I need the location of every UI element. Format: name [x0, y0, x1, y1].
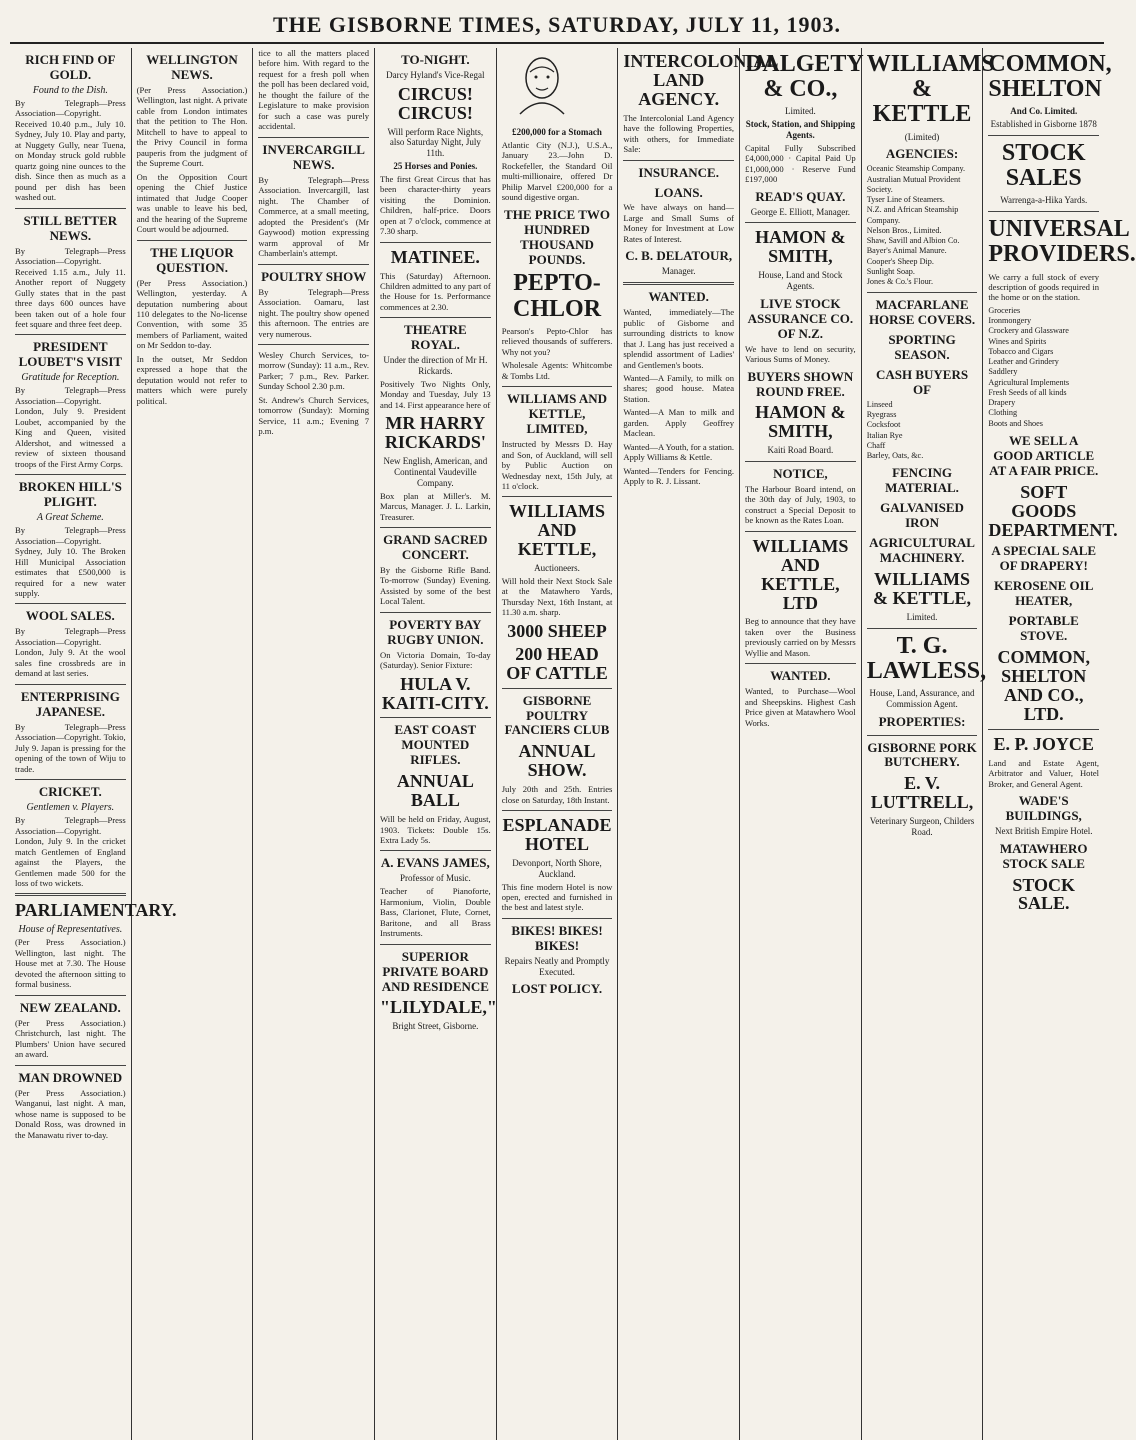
- ad-repairs: Repairs Neatly and Promptly Executed.: [504, 955, 610, 977]
- column-9: [983, 48, 1136, 1440]
- ad-hamon-smith: HAMON & SMITH,: [755, 227, 846, 267]
- ad-pepto-chlor: PEPTO-CHLOR: [513, 270, 602, 322]
- masthead-title: THE GISBORNE TIMES, SATURDAY, JULY 11, 1903.: [272, 12, 842, 37]
- cash-item: Chaff: [866, 440, 886, 450]
- headline-drowned: MAN DROWNED: [18, 1069, 123, 1085]
- ad-theatre-royal: THEATRE ROYAL.: [404, 322, 467, 353]
- ad-wk-auction: Instructed by Messrs D. Hay and Son, of Auckland, will sell by Public Auction on Wednesday next, 15th July, at 11 o'clock.: [501, 439, 613, 491]
- ad-poultry-club: GISBORNE POULTRY FANCIERS CLUB: [504, 692, 610, 738]
- article-invercargill: By Telegraph—Press Association. Invercargill, last night. The Chamber of Commerce, at a small meeting, adopted the President's (Mr Gaywood) motion expressing warm approval of Mr Chamberlain's attempt.: [258, 174, 370, 259]
- wanted-wool: WANTED.: [770, 668, 831, 684]
- agency-item: Tyser Line of Steamers.: [866, 195, 945, 205]
- ad-hotel-address: Devonport, North Shore, Auckland.: [512, 857, 602, 879]
- ad-bikes: BIKES! BIKES! BIKES!: [511, 922, 603, 953]
- headline-loubet: PRESIDENT LOUBET'S VISIT: [18, 339, 123, 370]
- ad-agri-machinery: AGRICULTURAL MACHINERY.: [869, 535, 975, 566]
- ad-rickards-body: Box plan at Miller's. M. Marcus, Manager. J. L. Larkin, Treasurer.: [380, 490, 491, 522]
- ad-elliott: George E. Elliott, Manager.: [750, 206, 851, 217]
- article-broken-hill: By Telegraph—Press Association—Copyright. Sydney, July 10. The Broken Hill Municipal Association estimates that £500,000 is required for a new water supply.: [15, 525, 126, 598]
- column-4: [375, 48, 497, 1440]
- goods-item: Clothing: [988, 408, 1018, 418]
- ad-circus-nights: Will perform Race Nights, also Saturday Night, July 11th.: [387, 126, 484, 159]
- ad-agencies: AGENCIES:: [885, 146, 959, 162]
- ad-200-cattle: 200 HEAD OF CATTLE: [506, 643, 608, 683]
- wanted-4: Wanted—A Youth, for a station. Apply Williams & Kettle.: [623, 441, 735, 463]
- ad-3000-sheep: 3000 SHEEP: [507, 620, 607, 641]
- article-drowned: (Per Press Association.) Wanganui, last night. A man, whose name is supposed to be Donald Ross, was drowned in the Manawatu river to-day.: [15, 1087, 126, 1140]
- ad-wk-4-sub: Limited.: [906, 611, 938, 622]
- goods-list: [988, 306, 1099, 429]
- ad-loans-body: We have always on hand—Large and Small Sums of Money for Investment at Low Rates of Interest.: [623, 202, 735, 244]
- notice-body: The Harbour Board intend, on the 30th day of July, 1903, to construct a Special Deposit to be known as the Rates Loan.: [745, 483, 856, 526]
- cash-item: Barley, Oats, &c.: [866, 451, 924, 461]
- ad-land-agency: INTERCOLONIAL LAND AGENCY.: [623, 51, 779, 109]
- goods-item: Tobacco and Cigars: [988, 346, 1054, 356]
- ad-rickards: MR HARRY RICKARDS': [384, 413, 486, 453]
- wanted-1: Wanted, immediately—The public of Gisborne and surrounding districts to know that J. Lang has just received a splendid assortment of Ladies' and Gentlemen's boots.: [623, 307, 735, 370]
- agency-item: Australian Mutual Provident Society.: [866, 174, 961, 194]
- article-wellington-1: (Per Press Association.) Wellington, last night. A private cable from London intimates that the petition to The Hon. Mitchell to have to appeal to the Privy Council in forma pauperis from the judgment of the Supreme Court.: [136, 84, 248, 169]
- ad-good-article: WE SELL A GOOD ARTICLE AT A FAIR PRICE.: [989, 432, 1099, 478]
- ad-luttrell: E. V. LUTTRELL,: [870, 773, 974, 813]
- ad-dalgety-limited: Limited.: [784, 106, 816, 117]
- ad-evans-title: Professor of Music.: [399, 873, 471, 884]
- headline-new-zealand: NEW ZEALAND.: [19, 999, 121, 1015]
- headline-broken-hill: BROKEN HILL'S PLIGHT.: [18, 479, 122, 510]
- agency-item: Sunlight Soap.: [866, 266, 915, 276]
- ad-pork-butchery: GISBORNE PORK BUTCHERY.: [867, 739, 977, 770]
- ad-buyers-shown: BUYERS SHOWN ROUND FREE.: [747, 368, 854, 399]
- ad-galvanised: GALVANISED IRON: [880, 500, 964, 531]
- ad-wk-4: WILLIAMS & KETTLE,: [873, 569, 972, 608]
- ad-annual-ball: ANNUAL BALL: [396, 771, 474, 811]
- ad-wk-subtitle: Auctioneers.: [534, 563, 580, 574]
- ad-rugby-union: POVERTY BAY RUGBY UNION.: [387, 616, 484, 647]
- ad-pepto-body-1: Atlantic City (N.J.), U.S.A., January 23.—John D. Rockefeller, the Standard Oil multi-millionaire, offered Dr Philip Marvel £200,000 for a sound digestive organ.: [501, 139, 613, 203]
- columns: [10, 48, 1136, 1440]
- church-notice-wesley: Wesley Church Services, to-morrow (Sunday): 11 a.m., Rev. Parker; 7 p.m., Rev. Parker. Sunday School 2.30 p.m.: [258, 349, 370, 392]
- headline-invercargill: INVERCARGILL NEWS.: [262, 141, 365, 172]
- ad-special-sale: A SPECIAL SALE OF DRAPERY!: [991, 543, 1097, 574]
- ad-mounted-rifles: EAST COAST MOUNTED RIFLES.: [394, 722, 477, 768]
- ad-lost-policy: LOST POLICY.: [511, 981, 603, 997]
- ad-annual-show: ANNUAL SHOW.: [518, 741, 596, 781]
- article-liquor-1: (Per Press Association.) Wellington, yesterday. A deputation numbering about 110 delegates to the No-license Convention, with some 35 members of Parliament, waited on Mr Seddon to-day.: [136, 277, 248, 351]
- ad-insurance: INSURANCE.: [638, 164, 719, 180]
- subhead-parliamentary: House of Representatives.: [18, 924, 123, 936]
- column-1: [10, 48, 177, 1440]
- article-japan: By Telegraph—Press Association—Copyright. Tokio, July 9. Japan is pressing for the opening of the town of Wiju to trade.: [15, 721, 126, 774]
- ad-circus-body: The first Great Circus that has been character-thirty years visiting the Dominion. Children, half-price. Doors open at 7 o'clock, commence at 7.30 sharp.: [380, 173, 491, 237]
- ad-live-stock: LIVE STOCK ASSURANCE CO. OF N.Z.: [747, 295, 854, 341]
- article-continued: tice to all the matters placed before him. With regard to the request for a fresh poll when the poll has been declared void, he thought the failure of the Legislature to make provision for such a case was purely accidental.: [258, 48, 370, 132]
- ad-kaiti-road-board: Kaiti Road Board.: [767, 445, 834, 456]
- article-better: By Telegraph—Press Association—Copyright. Received 1.15 a.m., July 11. Another report of Nuggety Gully states that in the past three days 600 ounces have been taken out of a hole four feet square and three feet deep.: [15, 245, 126, 329]
- headline-parliamentary: PARLIAMENTARY.: [15, 900, 177, 921]
- ad-williams-kettle: WILLIAMS & KETTLE: [866, 51, 995, 128]
- cash-item: Italian Rye: [866, 430, 903, 440]
- goods-item: Saddlery: [988, 367, 1018, 377]
- ad-common-shelton-2: COMMON, SHELTON AND CO., LTD.: [997, 647, 1090, 724]
- cash-item: Linseed: [866, 399, 893, 409]
- ad-wk-ltd-body: Beg to announce that they have taken over the Business previously carried on by Messrs Wyllie and Mason.: [745, 616, 856, 658]
- agency-item: Oceanic Steamship Company.: [866, 164, 966, 174]
- column-3: [253, 48, 375, 1440]
- headline-wool: WOOL SALES.: [25, 608, 115, 624]
- ad-reads-quay: READ'S QUAY.: [755, 188, 846, 204]
- ad-lawless: T. G. LAWLESS,: [866, 632, 987, 684]
- ad-wk-limited: WILLIAMS AND KETTLE, LIMITED,: [507, 391, 608, 437]
- ad-delatour: C. B. DELATOUR,: [625, 248, 733, 264]
- headline-liquor: THE LIQUOR QUESTION.: [150, 244, 234, 275]
- ad-evans-body: Teacher of Pianoforte, Harmonium, Violin, Double Bass, Clarionet, Flute, Cornet, Baritone, and all Brass Instruments.: [380, 886, 491, 939]
- ad-prize: THE PRICE TWO HUNDRED THOUSAND POUNDS.: [504, 206, 610, 267]
- agency-item: Nelson Bros., Limited.: [866, 225, 942, 235]
- agency-item: Cooper's Sheep Dip.: [866, 256, 934, 266]
- article-loubet: By Telegraph—Press Association—Copyright. London, July 9. President Loubet, accompanied by the King and Queen, visited Aldershot, and witnessed a review of sixteen thousand troops of the First Army Corps.: [15, 385, 126, 469]
- article-new-zealand: (Per Press Association.) Christchurch, last night. The Plumbers' Union have secured an award.: [15, 1017, 126, 1060]
- ad-grand-concert-body: By the Gisborne Rifle Band. To-morrow (Sunday) Evening. Assisted by some of the best Local Talent.: [380, 564, 491, 607]
- ad-200k: £200,000 for a Stomach: [512, 127, 602, 137]
- column-5: [497, 48, 619, 1440]
- ad-joyce-body: Land and Estate Agent, Arbitrator and Valuer, Hotel Broker, and General Agent.: [988, 757, 1100, 789]
- ad-joyce: E. P. JOYCE: [993, 733, 1094, 754]
- ad-cash-buyers: CASH BUYERS OF: [875, 367, 969, 397]
- headline-japan: ENTERPRISING JAPANESE.: [20, 688, 120, 719]
- article-liquor-2: In the outset, Mr Seddon expressed a hope that the deputation would not refer to matters which were purely political.: [136, 353, 248, 406]
- ad-universal-providers: UNIVERSAL PROVIDERS.: [988, 216, 1136, 268]
- wanted-2: Wanted—A Family, to milk on shares; good house. Matea Station.: [623, 373, 735, 404]
- ad-common-sub: And Co. Limited.: [1010, 106, 1078, 117]
- ad-lilydale-address: Bright Street, Gisborne.: [392, 1021, 479, 1032]
- article-wool: By Telegraph—Press Association—Copyright. London, July 9. At the wool sales fine crossbreds are in demand at last series.: [15, 626, 126, 679]
- headline-poultry-show: POULTRY SHOW: [261, 268, 367, 284]
- headline-better: STILL BETTER NEWS.: [23, 212, 118, 243]
- article-wellington-2: On the Opposition Court opening the Chief Justice intimated that Judge Cooper was unable to leave his bed, and the hearing of the Supreme Court would be adjourned.: [136, 171, 248, 235]
- column-8: [862, 48, 995, 1440]
- subhead-cricket: Gentlemen v. Players.: [26, 802, 115, 814]
- ad-ball-body: Will be held on Friday, August, 1903. Tickets: Double 15s. Extra Lady 5s.: [380, 814, 491, 845]
- ad-rickards-company: New English, American, and Continental Vaudeville Company.: [383, 456, 488, 488]
- ad-circus: CIRCUS! CIRCUS!: [397, 83, 473, 123]
- agency-item: Jones & Co.'s Flour.: [866, 277, 934, 287]
- subhead-broken-hill: A Great Scheme.: [36, 512, 104, 524]
- ad-esplanade-hotel: ESPLANADE HOTEL: [502, 815, 612, 855]
- agency-item: Bayer's Animal Manure.: [866, 246, 947, 256]
- wanted-wool-body: Wanted, to Purchase—Wool and Sheepskins. Highest Cash Price given at Matawhero Wool Works.: [745, 686, 856, 728]
- ad-wades-sub: Next British Empire Hotel.: [994, 825, 1093, 836]
- ad-luttrell-sub: Veterinary Surgeon, Childers Road.: [869, 816, 975, 837]
- ad-annual-show-body: July 20th and 25th. Entries close on Saturday, 18th Instant.: [501, 784, 613, 805]
- ad-kerosene: KEROSENE OIL HEATER,: [994, 578, 1094, 609]
- rockefeller-illustration: [502, 52, 582, 116]
- article-poultry-show: By Telegraph—Press Association. Oamaru, last night. The poultry show opened this afternoon. The entries are very numerous.: [258, 286, 370, 339]
- ad-land-body: The Intercolonial Land Agency have the following Properties, with others, for Immediate Sale:: [623, 112, 735, 155]
- goods-item: Groceries: [988, 305, 1021, 315]
- ad-tonight-title: TO-NIGHT.: [401, 52, 470, 67]
- ad-rugby-body: On Victoria Domain, To-day (Saturday). Senior Fixture:: [380, 649, 491, 671]
- article-gold: By Telegraph—Press Association—Copyright. Received 10.40 p.m., July 10. Sydney, July 10. Play and party, at Nuggety Gully, near Tuena, on Monday struck gold rubble quartz going nine ounces to the dish. Since then as much as a pound per dish has been washed out.: [15, 97, 126, 203]
- goods-item: Drapery: [988, 398, 1016, 408]
- ad-soft-goods: SOFT GOODS DEPARTMENT.: [988, 481, 1118, 540]
- ad-macfarlane: MACFARLANE HORSE COVERS.: [868, 297, 976, 328]
- wanted-3: Wanted—A Man to milk and garden. Apply Geoffrey Maclean.: [623, 407, 735, 439]
- ad-pepto-body-3: Wholesale Agents: Whitcombe & Tombs Ltd.: [501, 360, 613, 381]
- ad-lilydale: "LILYDALE,": [380, 997, 497, 1018]
- ad-grand-concert: GRAND SACRED CONCERT.: [383, 531, 488, 562]
- ad-universal-body: We carry a full stock of every description of goods required in the home or on the station.: [988, 271, 1100, 303]
- agency-item: Shaw, Savill and Albion Co.: [866, 236, 960, 246]
- church-notice-st-andrews: St. Andrew's Church Services, tomorrow (Sunday): Morning Service, 11 a.m.; Evening 7 p.m.: [258, 394, 370, 437]
- agency-item: N.Z. and African Steamship Company.: [866, 205, 959, 225]
- subhead-gold: Found to the Dish.: [32, 84, 108, 96]
- agencies-list: [867, 164, 978, 287]
- headline-cricket: CRICKET.: [38, 784, 102, 800]
- ad-hyland: Darcy Hyland's Vice-Regal: [386, 69, 485, 80]
- ad-fencing: FENCING MATERIAL.: [885, 465, 959, 496]
- ad-matawhero: MATAWHERO STOCK SALE: [999, 840, 1088, 871]
- ad-hotel-body: This fine modern Hotel is now open, erected and furnished in the best and latest style.: [501, 881, 613, 913]
- column-7: [740, 48, 862, 1440]
- headline-wellington: WELLINGTON NEWS.: [146, 52, 238, 82]
- ad-wk-stock-sale: Will hold their Next Stock Sale at the Matawhero Yards, Thursday Next, 16th Instant, at 11.30 a.m. sharp.: [501, 575, 613, 618]
- ad-yards: Warrenga-a-Hika Yards.: [1000, 195, 1088, 206]
- cash-item: Ryegrass: [866, 410, 897, 420]
- ad-dalgety-agents: Stock, Station, and Shipping Agents.: [745, 119, 856, 140]
- ad-evans-james: A. EVANS JAMES,: [380, 855, 490, 871]
- goods-item: Ironmongery: [988, 316, 1032, 326]
- wanted-heading: WANTED.: [648, 289, 709, 305]
- wanted-5: Wanted—Tenders for Fencing. Apply to R. J. Lissant.: [623, 465, 735, 487]
- ad-loans: LOANS.: [654, 184, 703, 200]
- ad-common-shelton: COMMON, SHELTON: [988, 51, 1112, 103]
- ad-board-residence: SUPERIOR PRIVATE BOARD AND RESIDENCE: [381, 948, 489, 994]
- subhead-loubet: Gratitude for Reception.: [21, 372, 120, 384]
- ad-wk-ltd: WILLIAMS AND KETTLE, LTD: [752, 535, 849, 613]
- headline-gold: RICH FIND OF GOLD.: [25, 52, 116, 82]
- goods-item: Fresh Seeds of all kinds: [988, 387, 1067, 397]
- ad-dalgety: DALGETY & CO.,: [745, 51, 864, 103]
- ad-hamon-subtitle: House, Land and Stock Agents.: [758, 270, 843, 292]
- ad-properties: PROPERTIES:: [878, 713, 966, 729]
- goods-item: Wines and Spirits: [988, 336, 1047, 346]
- ad-hamon-smith-2: HAMON & SMITH,: [755, 402, 846, 442]
- article-cricket: By Telegraph—Press Association—Copyright. London, July 9. In the cricket match Gentlemen of England against the Players, the Gentlemen made 500 for the loss of two wickets.: [15, 815, 126, 888]
- article-parliamentary: (Per Press Association.) Wellington, last night. The House met at 7.30. The House devoted the afternoon sitting to formal business.: [15, 937, 126, 990]
- ad-matinee-body: This (Saturday) Afternoon. Children admitted to any part of the House for 1s. Performance commences at 2.30.: [380, 270, 491, 312]
- ad-wk-auctioneers: WILLIAMS AND KETTLE,: [509, 501, 606, 560]
- ad-dalgety-capital: Capital Fully Subscribed £4,000,000 · Capital Paid Up £1,000,000 · Reserve Fund £197,000: [745, 142, 856, 185]
- goods-item: Agricultural Implements: [988, 377, 1070, 387]
- ad-stock-sales: STOCK SALES: [1001, 139, 1086, 192]
- notice-heading: NOTICE,: [773, 466, 828, 482]
- ad-delatour-title: Manager.: [661, 266, 696, 277]
- ad-sporting: SPORTING SEASON.: [888, 332, 956, 363]
- ad-hula-kaiti: HULA V. KAITI-CITY.: [381, 673, 489, 713]
- ad-established: Established in Gisborne 1878: [990, 119, 1097, 130]
- column-2: [132, 48, 254, 1440]
- column-6: [618, 48, 779, 1440]
- cash-list: [867, 400, 978, 462]
- ad-wades: WADE'S BUILDINGS,: [1005, 792, 1082, 823]
- cash-item: Cocksfoot: [866, 420, 901, 430]
- ad-wk-limited-sub: (Limited): [904, 131, 940, 142]
- ad-horses: 25 Horses and Ponies.: [393, 160, 478, 171]
- ad-stock-sale: STOCK SALE.: [1012, 874, 1076, 914]
- goods-item: Leather and Grindery: [988, 357, 1059, 367]
- goods-item: Crockery and Glassware: [988, 326, 1069, 336]
- ad-pepto-body-2: Pearson's Pepto-Chlor has relieved thousands of sufferers. Why not you?: [501, 325, 613, 357]
- goods-item: Boots and Shoes: [988, 418, 1043, 428]
- ad-theatre-body: Positively Two Nights Only, Monday and Tuesday, July 13 and 14. First appearance here of: [380, 378, 491, 410]
- masthead: [10, 8, 1104, 44]
- ad-matinee: MATINEE.: [390, 246, 480, 267]
- ad-portable-stove: PORTABLE STOVE.: [1008, 613, 1079, 644]
- ad-theatre-direction: Under the direction of Mr H. Rickards.: [383, 355, 488, 377]
- ad-lawless-sub: House, Land, Assurance, and Commission Agent.: [869, 688, 975, 709]
- ad-live-stock-body: We have to lend on security, Various Sums of Money.: [745, 343, 856, 365]
